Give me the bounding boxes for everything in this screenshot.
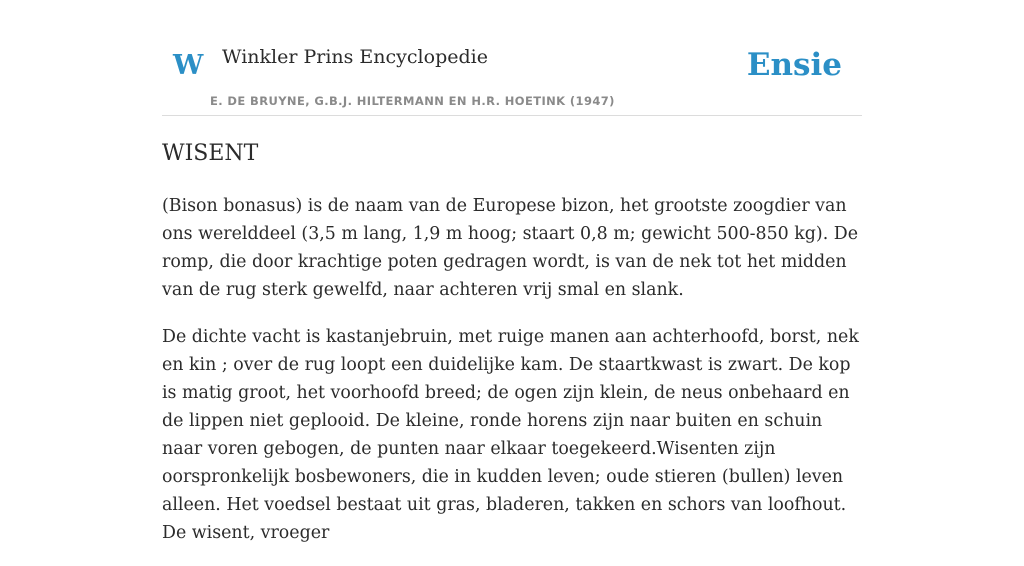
winkler-prins-logo-icon[interactable]: W xyxy=(173,50,204,81)
header xyxy=(162,0,862,116)
article-body xyxy=(162,192,862,566)
entry-title: WISENT xyxy=(162,141,259,166)
paragraph: De dichte vacht is kastanjebruin, met ruige manen aan achterhoofd, borst, nek en kin ; over de rug loopt een duidelijke kam. De staartkwast is zwart. De kop is matig groot, het voorhoofd breed; de ogen zijn klein, de neus onbehaard en de lippen niet geplooid. De kleine, ronde horens zijn naar buiten en schuin naar voren gebogen, de punten naar elkaar toegekeerd.Wisenten zijn oorspronkelijk bosbewoners, die in kudden leven; oude stieren (bullen) leven alleen. Het voedsel bestaat uit gras, bladeren, takken en schors van loofhout. De wisent, vroeger xyxy=(162,327,859,543)
ensie-logo-link[interactable]: Ensie xyxy=(746,47,842,83)
book-title[interactable]: Winkler Prins Encyclopedie xyxy=(222,46,488,68)
book-authors: E. DE BRUYNE, G.B.J. HILTERMANN EN H.R. HOETINK (1947) xyxy=(210,94,615,108)
paragraph: (Bison bonasus) is de naam van de Europese bizon, het grootste zoogdier van ons werelddeel (3,5 m lang, 1,9 m hoog; staart 0,8 m; gewicht 500-850 kg). De romp, die door krachtige poten gedragen wordt, is van de nek tot het midden van de rug sterk gewelfd, naar achteren vrij smal en slank. xyxy=(162,196,858,300)
page xyxy=(162,0,862,543)
